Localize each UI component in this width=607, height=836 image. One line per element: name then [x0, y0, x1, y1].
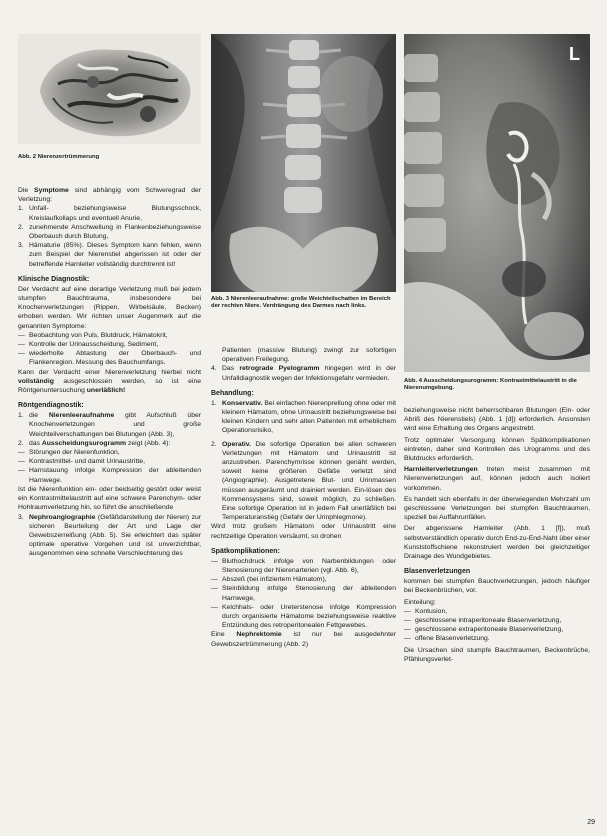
- list-number: 1.: [18, 412, 24, 420]
- list-item-text: Bluthochdruck infolge von Narbenbildungen oder Stenosierung der Nierenarterien (vgl. Abb. 6),: [222, 557, 396, 575]
- paragraph: Die Ursachen sind stumpfe Bauchtraumen, Beckenbrüche, Pfählungsverlet-: [404, 646, 590, 663]
- paragraph: [211, 630, 396, 648]
- list-item-text: Hämaturie (85%). Dieses Symptom kann fehlen, wenn zum Beispiel der Nierenstiel abgerissen ist oder der betreffende Harnleiter vollständig durchtrennt ist!: [29, 242, 201, 268]
- figure-3-caption: [211, 296, 396, 311]
- middle-text: [211, 346, 396, 649]
- bold-text: Ausscheidungsurogramm: [41, 439, 127, 447]
- list-item-text: Beobachtung von Puls, Blutdruck, Hämatokrit,: [29, 331, 168, 339]
- radiology-sublist: [18, 448, 201, 485]
- figure-4-caption: [404, 378, 590, 393]
- list-item-text: geschlossene intraperitoneale Blasenverletzung,: [415, 617, 562, 625]
- radiology-list-cont: [18, 513, 201, 559]
- paragraph: Ist die Nierenfunktion ein- oder beidseitig gestört oder weist ein Kontrastmittelaustritt auf eine schwere Parenchym- oder Hohlraumverletzung hin, so führt die anschließende: [18, 485, 201, 512]
- caption-label: Abb. 3: [211, 296, 229, 302]
- list-item: — wiederholte Abtastung der Oberbauch- und Flankenregion. Messung des Bauchumfangs.: [18, 350, 201, 367]
- text: Eine: [211, 631, 225, 639]
- text: (Gefäßdarstellung der Nieren) zur sicheren Beurteilung der Art und Lage der Gewebszerreißung (Abb. 5). Sie erleichtert das später optimale operative Vorgehen und ist unverzichtbar, ausgenommen eine schnelle Verschlechterung des: [29, 513, 202, 558]
- paragraph: [404, 465, 590, 493]
- list-item-text: geschlossene extraperitoneale Blasenverletzung,: [415, 626, 564, 634]
- list-item: [211, 364, 396, 382]
- bold-text: Nephrektomie: [236, 631, 282, 639]
- list-item-text: Unfall- beziehungsweise Blutungsschock, Kreislaufkollaps und eventuell Anurie,: [29, 205, 201, 222]
- paragraph: [18, 368, 201, 396]
- list-item: — Störungen der Nierenfunktion,: [18, 449, 120, 457]
- symptoms-list: [18, 204, 201, 268]
- text: ausgeschlossen werden, so ist eine Röntgenuntersuchung: [18, 377, 202, 395]
- list-item: [18, 439, 201, 448]
- paragraph: Wird trotz großem Hämatom oder Urinaustritt eine rechtzeitige Operation versäumt, so drohen: [211, 523, 396, 540]
- list-item: [18, 411, 201, 439]
- figure-2-caption: [18, 154, 201, 161]
- paragraph: Es handelt sich ebenfalls in der überwiegenden Mehrzahl um geschlossene Verletzungen bei stumpfen Bauchtraumen, speziell bei Auffahrunfällen.: [404, 495, 590, 522]
- paragraph: Einteilung:: [404, 598, 436, 606]
- text: hingegen wird in der Unfalldiagnostik wegen der Infektionsgefahr vermieden.: [222, 365, 397, 382]
- text: das: [29, 439, 40, 447]
- bold-text: Harnleiterverletzungen: [404, 466, 478, 474]
- paragraph: Der Verdacht auf eine derartige Verletzung muß bei jedem stumpfen Bauchtrauma, insbesondere bei Knochenverletzungen (Rippen, Wirbelsäule, Becken) erhoben werden. Wir richten unser Augenmerk auf die genannten Symptome:: [18, 285, 201, 330]
- text: gibt Aufschluß über Knochenverletzungen und große Weichteilverschattungen bei Blutungen (Abb. 3),: [29, 412, 202, 438]
- list-item: — Beobachtung von Puls, Blutdruck, Hämatokrit,: [18, 331, 168, 339]
- list-item: — Kontusion,: [404, 607, 448, 615]
- list-item: 2. zunehmende Anschwellung in Flankenbeziehungsweise Oberbauch durch Blutung,: [18, 223, 201, 241]
- section-heading: Klinische Diagnostik:: [18, 275, 90, 283]
- list-item-text: offene Blasenverletzung.: [415, 635, 490, 643]
- paragraph: Patienten (massive Blutung) zwingt zur sofortigen operativen Freilegung.: [222, 347, 396, 364]
- intro-text: sind abhängig vom Schweregrad der Verletzung:: [18, 187, 202, 204]
- intro-text: Die: [18, 187, 29, 194]
- caption-text: Nierenzertrümmerung: [37, 154, 100, 160]
- list-item: — Kontrastmittel- und damit Urinaustritte,: [18, 458, 145, 466]
- bold-text: Konservativ.: [222, 399, 263, 407]
- radiology-list: [18, 411, 201, 448]
- paragraph: Der abgerissene Harnleiter (Abb. 1 [f]), muß selbstverständlich operativ durch End-zu-End-Naht über einer Kunststoffschiene rekonstruiert werden bei gleichzeitiger Drainage des Wundgebietes.: [404, 525, 590, 561]
- list-number: 2.: [211, 440, 217, 448]
- figure-xray-plain: [211, 34, 396, 292]
- list-item-text: wiederholte Abtastung der Oberbauch- und Flankenregion. Messung des Bauchumfangs.: [29, 350, 201, 367]
- list-item: — Kelchhals- oder Ureterstenose infolge Kompression durch organisierte Hämatome beziehungsweise reaktive Entzündung des retroperitonealen Fettgewebes.: [211, 603, 396, 630]
- list-item-text: Kontrastmittel- und damit Urinaustritte,: [29, 458, 145, 466]
- right-text: [404, 406, 590, 664]
- list-item: — Kontrolle der Urinausscheidung, Sediment,: [18, 341, 159, 349]
- figure-kidney-photo: [18, 34, 201, 144]
- bold-text: Operativ.: [222, 440, 251, 448]
- list-item: — geschlossene intraperitoneale Blasenverletzung,: [404, 617, 562, 625]
- image-orientation-label: L: [569, 44, 580, 64]
- figure-urogram: [404, 34, 590, 372]
- text: Die sofortige Operation bei allen schweren Verletzungen mit Hämatom und Urinaustritt ist anzustreben. Parenchymrisse können genäht werden, soweit keine größeren Gefäße verletzt sind (Angiographie). Ausgetretene Blut- und Urinmassen müssen ausgeräumt und drainiert werden. Ein-lösen des Kommensystems sind, soweit möglich, zu schließen. Eine sofortige Operation ist in jedem Fall unerläßlich bei Temperaturanstieg (Gefahr der Urinphlegmone).: [222, 440, 396, 522]
- bold-text: unerläßlich!: [86, 387, 126, 395]
- symptoms-section: [18, 186, 201, 559]
- treatment-list: [211, 399, 396, 523]
- xray-image: [211, 34, 396, 292]
- bold-text: Nephroangiographie: [29, 513, 96, 521]
- list-item: — Abszeß (bei infiziertem Hämatom),: [211, 576, 327, 584]
- text: ist nur bei ausgedehnter Gewebszertrümmerung (Abb. 2): [211, 631, 397, 648]
- list-item: — geschlossene extraperitoneale Blasenverletzung,: [404, 626, 564, 634]
- list-item: [211, 399, 396, 436]
- classification-list: [404, 607, 590, 644]
- list-item: 3. Hämaturie (85%). Dieses Symptom kann fehlen, wenn zum Beispiel der Nierenstiel abgerissen ist oder der betreffende Harnleiter vollständig durchtrennt ist!: [18, 242, 201, 268]
- list-item-text: Steinbildung infolge Stenosierung der ableitenden Harnwege,: [222, 585, 396, 602]
- list-item: [211, 440, 396, 523]
- bold-text: retrograde Pyelogramm: [239, 365, 320, 373]
- caption-text: Nierenleeraufnahme: große Weichteilschatten im Bereich der rechten Niere. Verdrängung des Darmes nach links.: [211, 296, 391, 310]
- list-item: — offene Blasenverletzung.: [404, 635, 490, 643]
- list-item-text: Kontusion,: [415, 607, 448, 615]
- paragraph: beziehungsweise nicht beherrschbaren Blutungen (Ein- oder Abriß des Nierenstiels) (Abb. 1 [d]) erforderlich. Ansonsten wird eine Erhaltung des Organs angestrebt.: [404, 407, 590, 433]
- list-item-text: zunehmende Anschwellung in Flankenbeziehungsweise Oberbauch durch Blutung,: [29, 223, 201, 241]
- text: Das: [222, 365, 235, 373]
- list-number: 3.: [18, 513, 24, 521]
- section-heading: Spätkomplikationen:: [211, 547, 280, 555]
- bold-text: vollständig: [18, 377, 54, 385]
- clinical-list: [18, 331, 201, 368]
- list-item-text: Harnstauung infolge Kompression der ableitenden Harnwege.: [29, 467, 201, 484]
- text: Kann der Verdacht einer Nierenverletzung hierbei nicht: [18, 368, 201, 376]
- list-item: — Harnstauung infolge Kompression der ableitenden Harnwege.: [18, 467, 201, 484]
- list-number: 2.: [18, 439, 24, 447]
- list-item: — Bluthochdruck infolge von Narbenbildungen oder Stenosierung der Nierenarterien (vgl. Abb. 6),: [211, 557, 396, 575]
- kidney-specimen-image: [18, 34, 201, 144]
- intro-bold: Symptome: [34, 187, 69, 194]
- section-heading: Behandlung:: [211, 389, 254, 397]
- paragraph: Trotz optimaler Versorgung können Spätkomplikationen eintreten, daher sind Kontrollen des Urogramms und des Blutdrucks erforderlich.: [404, 436, 590, 463]
- list-number: 1.: [211, 399, 217, 407]
- paragraph: kommen bei stumpfen Bauchverletzungen, jedoch häufiger bei Beckenbrüchen, vor.: [404, 578, 590, 595]
- section-heading: Röntgendiagnostik:: [18, 402, 84, 410]
- list-item-text: Kelchhals- oder Ureterstenose infolge Kompression durch organisierte Hämatome beziehungsweise reaktive Entzündung des retroperitonealen Fettgewebes.: [222, 603, 396, 630]
- pyelogram-item: [211, 364, 396, 382]
- caption-label: Abb. 4: [404, 378, 422, 384]
- caption-text: Ausscheidungsurogramm: Kontrastmittelaustritt in die Nierenumgebung.: [404, 378, 577, 392]
- bold-text: Nierenleeraufnahme: [48, 412, 115, 420]
- caption-label: Abb. 2: [18, 154, 36, 160]
- symptoms-intro: [18, 186, 201, 204]
- list-item: [18, 513, 201, 559]
- list-item-text: Kontrolle der Urinausscheidung, Sediment,: [29, 341, 159, 349]
- list-item: 1. Unfall- beziehungsweise Blutungsschock, Kreislaufkollaps und eventuell Anurie,: [18, 205, 201, 222]
- section-heading: Blasenverletzungen: [404, 568, 471, 576]
- list-item-text: Abszeß (bei infiziertem Hämatom),: [222, 576, 327, 584]
- text: treten meist zusammen mit Nierenverletzungen auf, können jedoch auch isoliert vorkommen.: [404, 466, 590, 492]
- page-number: 29: [587, 819, 595, 826]
- complications-list: [211, 557, 396, 631]
- text: die: [29, 412, 39, 420]
- text: zeigt (Abb. 4):: [127, 439, 171, 447]
- list-number: 4.: [211, 365, 217, 373]
- urogram-image: [404, 34, 590, 372]
- text: Bei einfachen Nierenprellung ohne oder mit kleinem Hämatom, ohne Urinaustritt beziehungsweise bei kleinen Kindern und sehr alten Patienten mit erheblichem Operationsrisiko,: [222, 399, 397, 435]
- list-item: — Steinbildung infolge Stenosierung der ableitenden Harnwege,: [211, 585, 396, 602]
- list-item-text: Störungen der Nierenfunktion,: [29, 449, 120, 457]
